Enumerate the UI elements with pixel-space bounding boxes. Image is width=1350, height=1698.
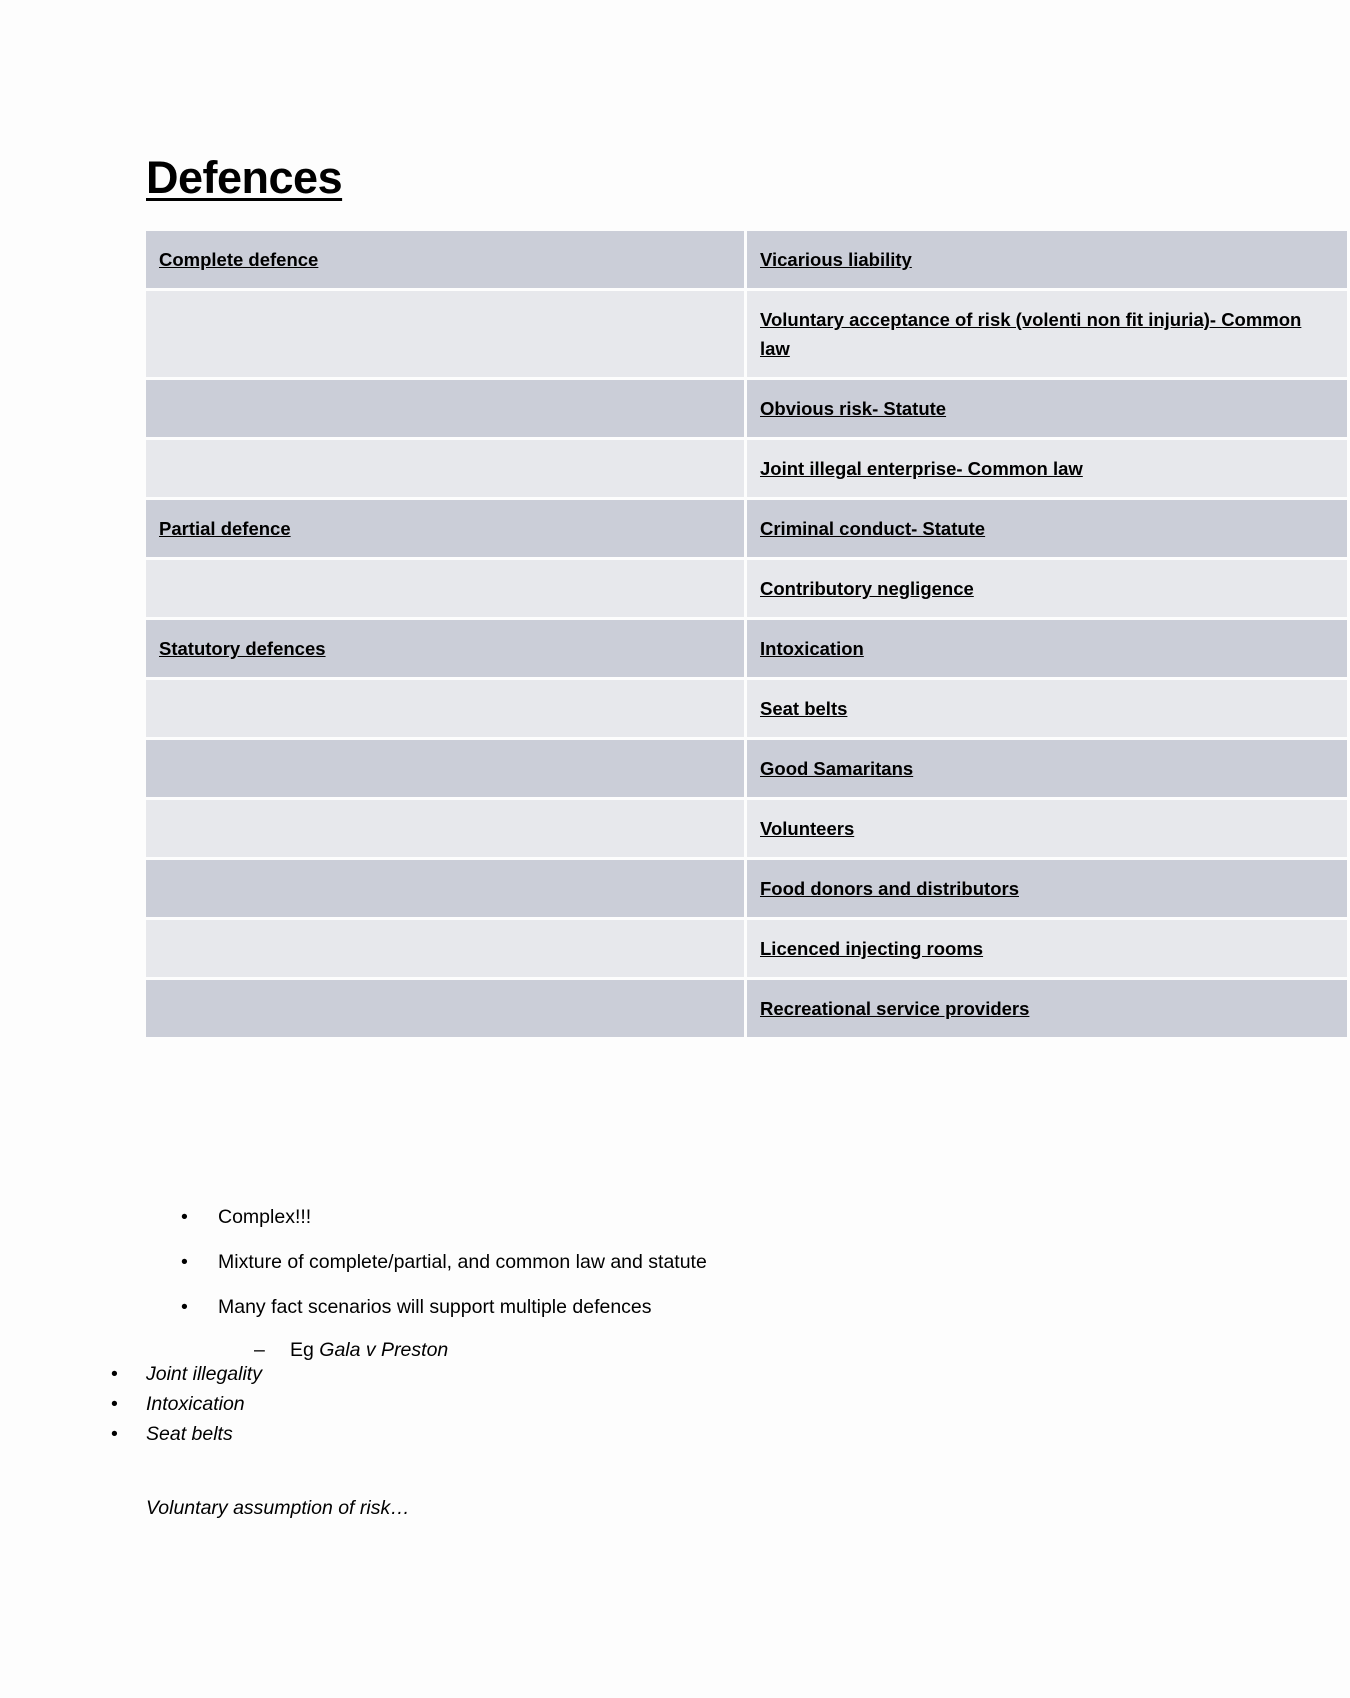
list-item-text: Many fact scenarios will support multiple defences (218, 1296, 652, 1318)
example-prefix: Eg (290, 1339, 314, 1361)
dash-marker: – (254, 1339, 265, 1361)
table-cell-category (146, 680, 744, 737)
defences-table-wrapper (146, 231, 1302, 1040)
list-item: • Mixture of complete/partial, and common law and statute (146, 1250, 1146, 1274)
table-cell-defence: Criminal conduct- Statute (747, 500, 1347, 557)
table-row (146, 680, 1347, 737)
table-cell-category (146, 291, 744, 377)
table-cell-category (146, 800, 744, 857)
table-cell-defence: Vicarious liability (747, 231, 1347, 288)
table-row (146, 740, 1347, 797)
table-cell-category (146, 980, 744, 1037)
table-cell-defence: Volunteers (747, 800, 1347, 857)
table-cell-category: Complete defence (146, 231, 744, 288)
table-cell-defence: Obvious risk- Statute (747, 380, 1347, 437)
table-cell-category: Partial defence (146, 500, 744, 557)
example-defences-list (146, 1362, 1146, 1446)
table-cell-defence: Licenced injecting rooms (747, 920, 1347, 977)
table-cell-defence: Intoxication (747, 620, 1347, 677)
table-row (146, 380, 1347, 437)
table-row (146, 800, 1347, 857)
table-row (146, 440, 1347, 497)
table-row (146, 500, 1347, 557)
table-row (146, 291, 1347, 377)
list-item: • Intoxication (146, 1392, 1146, 1416)
table-cell-category (146, 920, 744, 977)
table-cell-category: Statutory defences (146, 620, 744, 677)
list-item: • Seat belts (146, 1422, 1146, 1446)
table-cell-category (146, 440, 744, 497)
case-name: Gala v Preston (319, 1339, 449, 1361)
table-cell-defence: Seat belts (747, 680, 1347, 737)
table-cell-category (146, 380, 744, 437)
table-row (146, 980, 1347, 1037)
defences-table (143, 228, 1350, 1040)
table-cell-category (146, 740, 744, 797)
table-cell-defence: Joint illegal enterprise- Common law (747, 440, 1347, 497)
table-cell-defence: Food donors and distributors (747, 860, 1347, 917)
notes-list (146, 1205, 1146, 1452)
table-row (146, 920, 1347, 977)
table-cell-defence: Good Samaritans (747, 740, 1347, 797)
table-row (146, 620, 1347, 677)
list-item: • Joint illegality (146, 1362, 1146, 1386)
page-title: Defences (146, 152, 343, 203)
table-row (146, 231, 1347, 288)
table-row (146, 860, 1347, 917)
table-cell-category (146, 860, 744, 917)
table-row (146, 560, 1347, 617)
table-cell-defence: Recreational service providers (747, 980, 1347, 1037)
table-cell-defence: Contributory negligence (747, 560, 1347, 617)
list-item (146, 1295, 1146, 1319)
list-item: • Complex!!! (146, 1205, 1146, 1229)
table-cell-category (146, 560, 744, 617)
closing-text: Voluntary assumption of risk… (146, 1497, 410, 1519)
example-line (146, 1338, 1146, 1362)
table-cell-defence: Voluntary acceptance of risk (volenti non fit injuria)- Common law (747, 291, 1347, 377)
